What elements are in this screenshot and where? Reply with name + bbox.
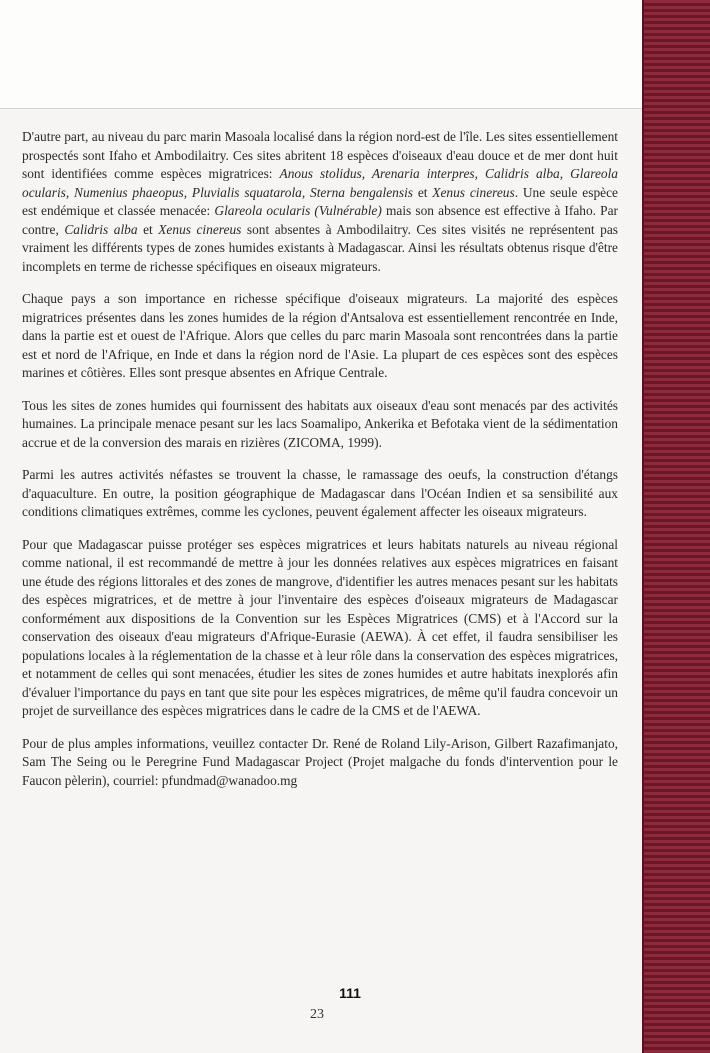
species-name: Glareola ocularis (Vulnérable): [214, 203, 382, 218]
paragraph-recommendations: Pour que Madagascar puisse protéger ses espèces migratrices et leurs habitats naturels au niveau régional comme national, il est recommandé de mettre à jour les données relatives aux espèces migratrices en faisant une étude des régions littorales et des zones de mangrove, d'identifier les autres menaces pesant sur les habitats des espèces migratrices, et de mettre à jour l'inventaire des espèces d'oiseaux migrateurs de Madagascar conformément aux dispositions de la Convention sur les Espèces Migratrices (CMS) et à l'Accord sur la conservation des oiseaux d'eau migrateurs d'Afrique-Eurasie (AEWA). À cet effet, il faudra sensibiliser les populations locales à la réglementation de la chasse et à leur rôle dans la conservation des espèces migratrices, et notamment de celles qui sont menacées, étudier les sites de zones humides et autre habitats inexplorés afin d'évaluer l'importance du pays en tant que site pour les espèces migratrices, de même qu'il faudra concevoir un projet de surveillance des espèces migratrices dans le cadre de la CMS et de l'AEWA.: [22, 536, 618, 718]
text-span: . Une seule espèce est endémique et classée menacée:: [22, 184, 618, 218]
text-span: D'autre part, au niveau du parc marin Masoala localisé dans la région nord-est de l'île. Les sites essentiellement prospectés sont Ifaho et Ambodilaitry. Ces sites abritent 18 espèces d'oiseaux d'eau douce et de mer dont huit sont identifiées comme espèces migratrices:: [22, 129, 618, 181]
paragraph-threats: Tous les sites de zones humides qui fournissent des habitats aux oiseaux d'eau sont menacés par des activités humaines. La principale menace pesant sur les lacs Soamalipo, Ankerika et Befotaka vient de la sédimentation accrue et de la conversion des marais en rizières (ZICOMA, 1999).: [22, 397, 618, 450]
species-name: Calidris alba: [64, 221, 138, 237]
binding-edge: [642, 0, 710, 1053]
page-number: 23: [310, 1007, 324, 1022]
species-name: Xenus cinereus: [432, 184, 515, 200]
text-span: et: [413, 184, 433, 200]
text-span: sont absentes à Ambodilaitry. Ces sites visités ne représentent pas vraiment les différents types de zones humides existants à Madagascar. Ainsi les résultats obtenus risque d'être incomplets en terme de richesse spécifiques en oiseaux migrateurs.: [22, 221, 619, 274]
document-body: [22, 128, 618, 804]
paragraph-richness: Chaque pays a son importance en richesse spécifique d'oiseaux migrateurs. La majorité des espèces migratrices présentes dans les zones humides de la région d'Antsalova est essentiellement rencontrée en Inde, dans la partie est et ouest de l'Afrique. Alors que celles du parc marin Masoala sont rencontrées dans la partie est et nord de l'Afrique, en Inde et dans la région nord de l'Asie. La plupart de ces espèces sont des espèces marines et côtières. Elles sont presque absentes en Afrique Centrale.: [22, 291, 618, 380]
text-span: mais son absence est effective à Ifaho. Par contre,: [22, 203, 618, 237]
paragraph-activities: Parmi les autres activités néfastes se trouvent la chasse, le ramassage des oeufs, la construction d'étangs d'aquaculture. En outre, la position géographique de Madagascar dans l'Océan Indien et sa sensibilité aux conditions climatiques extrêmes, comme les cyclones, peuvent également affecter les oiseaux migrateurs.: [22, 467, 618, 519]
paragraph-masoala: [22, 128, 618, 276]
species-name: Xenus cinereus: [158, 221, 242, 237]
species-names: Anous stolidus, Arenaria interpres, Calidris alba, Glareola ocularis, Numenius phaeopus, Pluvialis squatarola, Sterna bengalensis: [22, 166, 618, 200]
page-number-bold: 111: [339, 985, 361, 1001]
page-top-margin: [0, 0, 644, 109]
text-span: et: [137, 221, 159, 237]
paragraph-contact: Pour de plus amples informations, veuillez contacter Dr. René de Roland Lily-Arison, Gilbert Razafimanjato, Sam The Seing ou le Peregrine Fund Madagascar Project (Projet malgache du fonds d'intervention pour le Faucon pèlerin), courriel: pfundmad@wanadoo.mg: [22, 735, 618, 788]
